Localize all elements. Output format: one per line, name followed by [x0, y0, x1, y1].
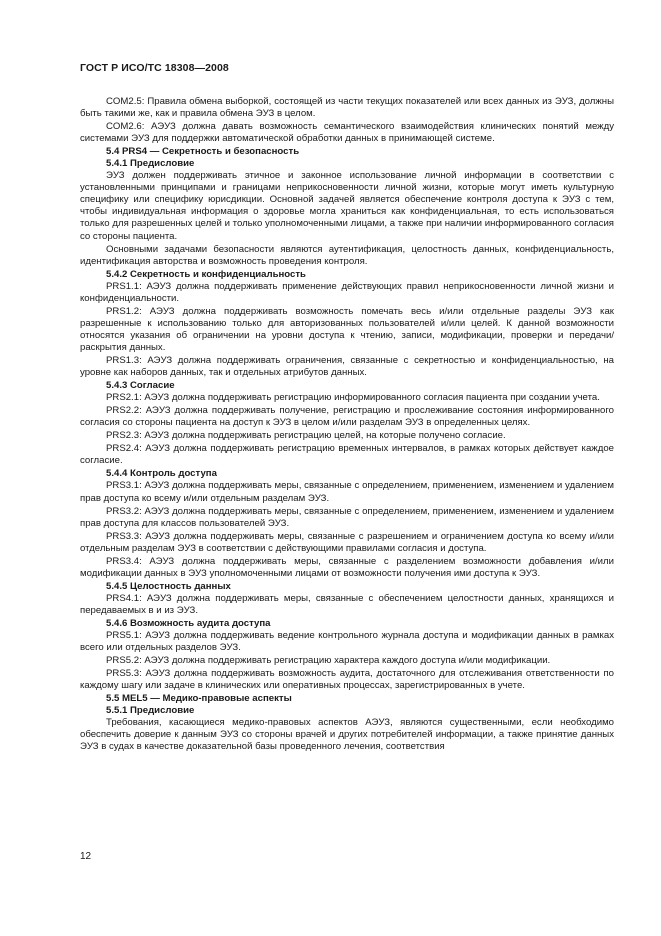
heading-5-4-2: 5.4.2 Секретность и конфиденциальность	[106, 268, 306, 280]
paragraph-prs2-4: PRS2.4: АЭУЗ должна поддерживать регистрацию временных интервалов, в рамках которых действует каждое согласие.	[80, 443, 614, 467]
heading-5-4-4: 5.4.4 Контроль доступа	[106, 468, 217, 480]
paragraph-prs4-1: PRS4.1: АЭУЗ должна поддерживать меры, связанные с обеспечением целостности данных, хранящихся и передаваемых в и из ЭУЗ.	[80, 592, 614, 616]
paragraph-prs1-3: PRS1.3: АЭУЗ должна поддерживать ограничения, связанные с секретностью и конфиденциальностью, на уровне как наборов данных, так и отдельных атрибутов данных.	[80, 354, 614, 379]
paragraph-prs1-1: PRS1.1: АЭУЗ должна поддерживать применение действующих правил неприкосновенности личной жизни и конфиденциальности.	[80, 280, 614, 304]
paragraph-intro-1: ЭУЗ должен поддерживать этичное и законное использование личной информации в соответствии с установленными принципами и границами неприкосновенности личной жизни, которые могут иметь культурную специфику или специфику юрисдикции. Основной задачей является обеспечение контроля доступа к ЭУЗ с тем, чтобы индивидуальная информация о здоровье могла храниться как конфиденциальная, то есть использоваться только для разрешенных целей и только уполномоченными лицами, а также при наличии информированного согласия со стороны пациента.	[80, 170, 614, 242]
heading-5-4-3: 5.4.3 Согласие	[106, 380, 175, 392]
paragraph-com2-5: COM2.5: Правила обмена выборкой, состоящей из части текущих показателей или всех данных из ЭУЗ, должны быть такими же, как и правила обмена ЭУЗ в целом.	[80, 96, 614, 120]
paragraph-prs5-1: PRS5.1: АЭУЗ должна поддерживать ведение контрольного журнала доступа и модификации данных в рамках всего или отдельных разделов ЭУЗ.	[80, 630, 614, 654]
paragraph-prs3-3: PRS3.3: АЭУЗ должна поддерживать меры, связанные с разрешением и ограничением доступа ко всему и/или отдельным разделам ЭУЗ в соответствии с действующими правилами согласия и доступа.	[80, 530, 614, 554]
paragraph-prs5-2: PRS5.2: АЭУЗ должна поддерживать регистрацию характера каждого доступа и/или модификации.	[106, 655, 551, 667]
paragraph-prs2-3: PRS2.3: АЭУЗ должна поддерживать регистрацию целей, на которые получено согласие.	[106, 430, 506, 442]
heading-5-4-1: 5.4.1 Предисловие	[106, 158, 195, 170]
page-number: 12	[80, 851, 92, 862]
heading-5-5: 5.5 MEL5 — Медико-правовые аспекты	[106, 693, 292, 705]
heading-5-4: 5.4 PRS4 — Секретность и безопасность	[106, 146, 300, 158]
heading-5-5-1: 5.5.1 Предисловие	[106, 705, 195, 717]
paragraph-intro-2: Основными задачами безопасности являются аутентификация, целостность данных, конфиденциальность, идентификация авторства и возможность проведения контроля.	[80, 243, 614, 267]
heading-5-4-5: 5.4.5 Целостность данных	[106, 580, 231, 592]
paragraph-prs3-4: PRS3.4: АЭУЗ должна поддерживать меры, связанные с разделением возможности добавления и/или модификации данных в ЭУЗ уполномоченными лицами от возможности получения ими доступа к ЭУЗ.	[80, 555, 614, 579]
heading-5-4-6: 5.4.6 Возможность аудита доступа	[106, 617, 271, 629]
paragraph-prs2-1: PRS2.1: АЭУЗ должна поддерживать регистрацию информированного согласия пациента при создании учета.	[106, 392, 600, 404]
paragraph-com2-6: COM2.6: АЭУЗ должна давать возможность семантического взаимодействия клинических понятий между системами ЭУЗ для поддержки автоматической обработки данных в принимающей системе.	[80, 121, 614, 145]
document-body	[80, 96, 614, 754]
paragraph-mel-intro: Требования, касающиеся медико-правовых аспектов АЭУЗ, являются существенными, если необходимо обеспечить доверие к данным ЭУЗ со стороны врачей и других потребителей информации, а также принятие данных ЭУЗ в судах в качестве доказательной базы проведенного лечения, соответствия	[80, 717, 614, 753]
page-header: ГОСТ Р ИСО/ТС 18308—2008	[80, 62, 229, 74]
paragraph-prs1-2: PRS1.2: АЭУЗ должна поддерживать возможность помечать весь и/или отдельные разделы ЭУЗ как разрешенные к использованию только для авторизованных пользователей и/или целей. К данной возможности относятся указания об ограничении на уровни доступа к чтению, записи, модификации, проверки и передачи/раскрытия данных.	[80, 305, 614, 353]
paragraph-prs5-3: PRS5.3: АЭУЗ должна поддерживать возможность аудита, достаточного для отслеживания ответственности по каждому шагу или задаче в клинических или оперативных процессах, зарегистрированных в учете.	[80, 668, 614, 692]
paragraph-prs3-1: PRS3.1: АЭУЗ должна поддерживать меры, связанные с определением, применением, изменением и удалением прав доступа ко всему и/или отдельным разделам ЭУЗ.	[80, 480, 614, 504]
paragraph-prs3-2: PRS3.2: АЭУЗ должна поддерживать меры, связанные с определением, применением, изменением и удалением прав доступа для классов пользователей ЭУЗ.	[80, 505, 614, 529]
paragraph-prs2-2: PRS2.2: АЭУЗ должна поддерживать получение, регистрацию и прослеживание состояния информированного согласия со стороны пациента на доступ к ЭУЗ в целом и/или разделам ЭУЗ в определенных целях.	[80, 405, 614, 429]
